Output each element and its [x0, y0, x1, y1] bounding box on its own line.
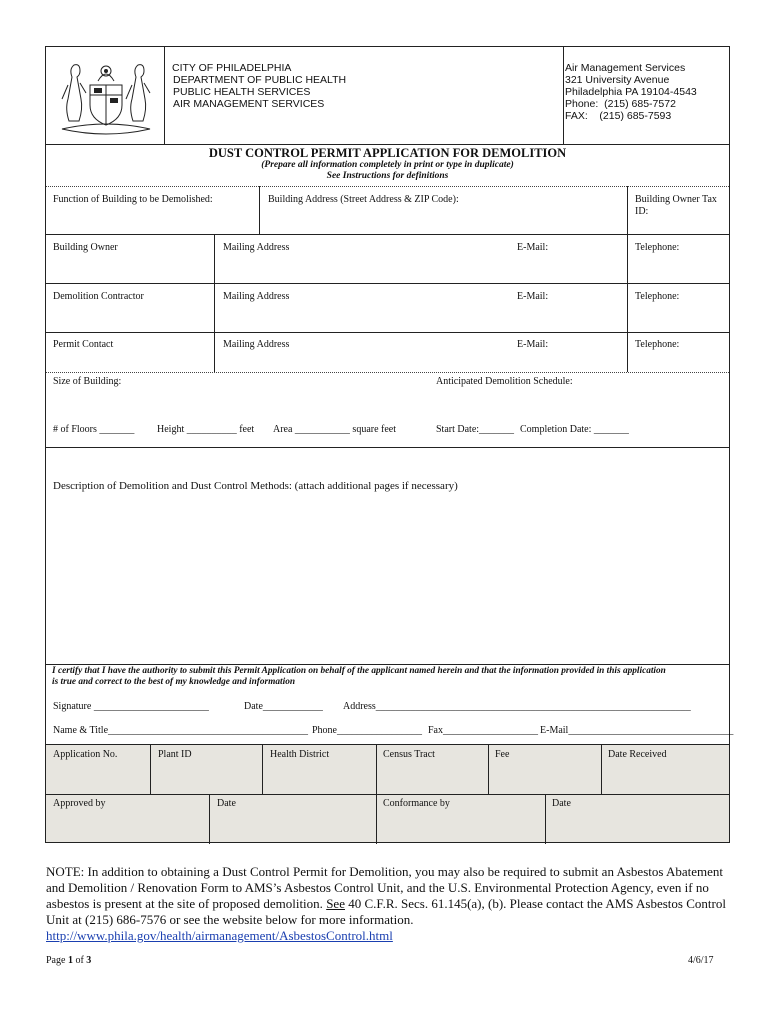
page-number: 1	[67, 955, 73, 966]
signature-field[interactable]: Signature _______________________	[53, 701, 209, 712]
date-received-label: Date Received	[608, 749, 667, 760]
area-field[interactable]: Area ___________ square feet	[273, 424, 397, 435]
name-title-field[interactable]: Name & Title________________________________________	[53, 725, 309, 736]
plant-id-label: Plant ID	[158, 749, 192, 760]
city-seal-icon	[54, 55, 158, 137]
row-line	[46, 794, 729, 795]
title-instructions: (Prepare all information completely in print or type in duplicate)	[261, 160, 514, 170]
fee-label: Fee	[495, 749, 510, 760]
conformance-date-label: Date	[552, 798, 571, 809]
cell-divider	[214, 234, 215, 283]
description-label: Description of Demolition and Dust Control Methods: (attach additional pages if necessary)	[53, 480, 458, 492]
agency-line-1: CITY OF PHILADELPHIA	[172, 62, 292, 74]
certify-phone-field[interactable]: Phone_________________	[312, 725, 422, 736]
certification-text-line-2: is true and correct to the best of my knowledge and information	[52, 677, 296, 687]
contractor-mailing-label: Mailing Address	[223, 291, 290, 302]
building-function-label: Function of Building to be Demolished:	[53, 194, 213, 205]
contractor-email-label: E-Mail:	[517, 291, 549, 302]
agency-line-4: AIR MANAGEMENT SERVICES	[173, 98, 325, 110]
height-field[interactable]: Height __________ feet	[157, 424, 255, 435]
office-fax: FAX: (215) 685-7593	[565, 110, 672, 122]
certify-fax-field[interactable]: Fax___________________	[428, 725, 538, 736]
title-definitions: See Instructions for definitions	[326, 171, 449, 181]
cell-divider	[259, 186, 260, 234]
row-line	[46, 664, 729, 665]
approval-date-label: Date	[217, 798, 236, 809]
certification-text-line-1: I certify that I have the authority to submit this Permit Application on behalf of the applicant named herein and that the information provided in this application	[52, 666, 666, 676]
office-street: 321 University Avenue	[565, 74, 670, 86]
census-tract-label: Census Tract	[383, 749, 435, 760]
floors-field[interactable]: # of Floors _______	[53, 424, 135, 435]
asbestos-control-link[interactable]: http://www.phila.gov/health/airmanagement/AsbestosControl.html	[46, 928, 393, 943]
cell-divider	[627, 186, 628, 234]
cell-divider	[209, 794, 210, 844]
cell-divider	[376, 744, 377, 794]
header-divider-left	[164, 47, 165, 144]
start-date-field[interactable]: Start Date:_______	[436, 424, 515, 435]
health-district-label: Health District	[270, 749, 330, 760]
page-indicator	[46, 955, 91, 967]
office-city: Philadelphia PA 19104-4543	[565, 86, 697, 98]
contact-mailing-label: Mailing Address	[223, 339, 290, 350]
cell-divider	[150, 744, 151, 794]
asbestos-note	[46, 864, 726, 944]
contact-email-label: E-Mail:	[517, 339, 549, 350]
building-owner-label: Building Owner	[53, 242, 118, 253]
page-of: of	[72, 955, 87, 966]
office-name: Air Management Services	[565, 62, 686, 74]
cell-divider	[627, 234, 628, 283]
page-total: 3	[86, 955, 92, 966]
header-bottom-line	[46, 144, 729, 145]
note-see: See	[326, 896, 345, 911]
demolition-contractor-label: Demolition Contractor	[53, 291, 144, 302]
owner-telephone-label: Telephone:	[635, 242, 680, 253]
application-no-label: Application No.	[53, 749, 118, 760]
page-title: DUST CONTROL PERMIT APPLICATION FOR DEMOLITION	[208, 146, 567, 160]
row-line	[46, 372, 729, 373]
approved-by-label: Approved by	[53, 798, 106, 809]
building-address-label: Building Address (Street Address & ZIP Code):	[268, 194, 459, 205]
agency-line-3: PUBLIC HEALTH SERVICES	[173, 86, 311, 98]
page-prefix: Page	[46, 955, 68, 966]
cell-divider	[262, 744, 263, 794]
note-text-after: 40 C.F.R. Secs. 61.145(a), (b). Please contact the AMS Asbestos Control Unit at (215) 686-7576 or see the website below for more information.	[46, 896, 726, 927]
revision-date: 4/6/17	[688, 955, 714, 966]
cell-divider	[214, 283, 215, 332]
permit-contact-label: Permit Contact	[53, 339, 114, 350]
cell-divider	[627, 332, 628, 372]
certify-date-field[interactable]: Date____________	[244, 701, 323, 712]
note-text: NOTE: In addition to obtaining a Dust Control Permit for Demolition, you may also be required to submit an Asbestos Abatement and Demolition / Renovation Form to AMS’s Asbestos Control Unit, and the U.S. Environmental Protection Agency, even if no asbestos is present at the site of proposed demolition.	[46, 864, 723, 911]
completion-date-field[interactable]: Completion Date: _______	[520, 424, 629, 435]
cell-divider	[488, 744, 489, 794]
certify-address-field[interactable]: Address_______________________________________________________________	[343, 701, 691, 712]
contractor-telephone-label: Telephone:	[635, 291, 680, 302]
agency-line-2: DEPARTMENT OF PUBLIC HEALTH	[173, 74, 347, 86]
conformance-by-label: Conformance by	[383, 798, 450, 809]
permit-form	[45, 46, 734, 843]
cell-divider	[627, 283, 628, 332]
certify-email-field[interactable]: E-Mail_________________________________	[540, 725, 734, 736]
office-phone: Phone: (215) 685-7572	[565, 98, 676, 110]
cell-divider	[601, 744, 602, 794]
contact-telephone-label: Telephone:	[635, 339, 680, 350]
demolition-schedule-label: Anticipated Demolition Schedule:	[436, 376, 573, 387]
owner-tax-id-label: Building Owner Tax ID:	[635, 194, 717, 217]
cell-divider	[545, 794, 546, 844]
building-size-label: Size of Building:	[53, 376, 122, 387]
owner-mailing-label: Mailing Address	[223, 242, 290, 253]
header-divider-right	[563, 47, 564, 144]
cell-divider	[214, 332, 215, 372]
cell-divider	[376, 794, 377, 844]
owner-email-label: E-Mail:	[517, 242, 549, 253]
